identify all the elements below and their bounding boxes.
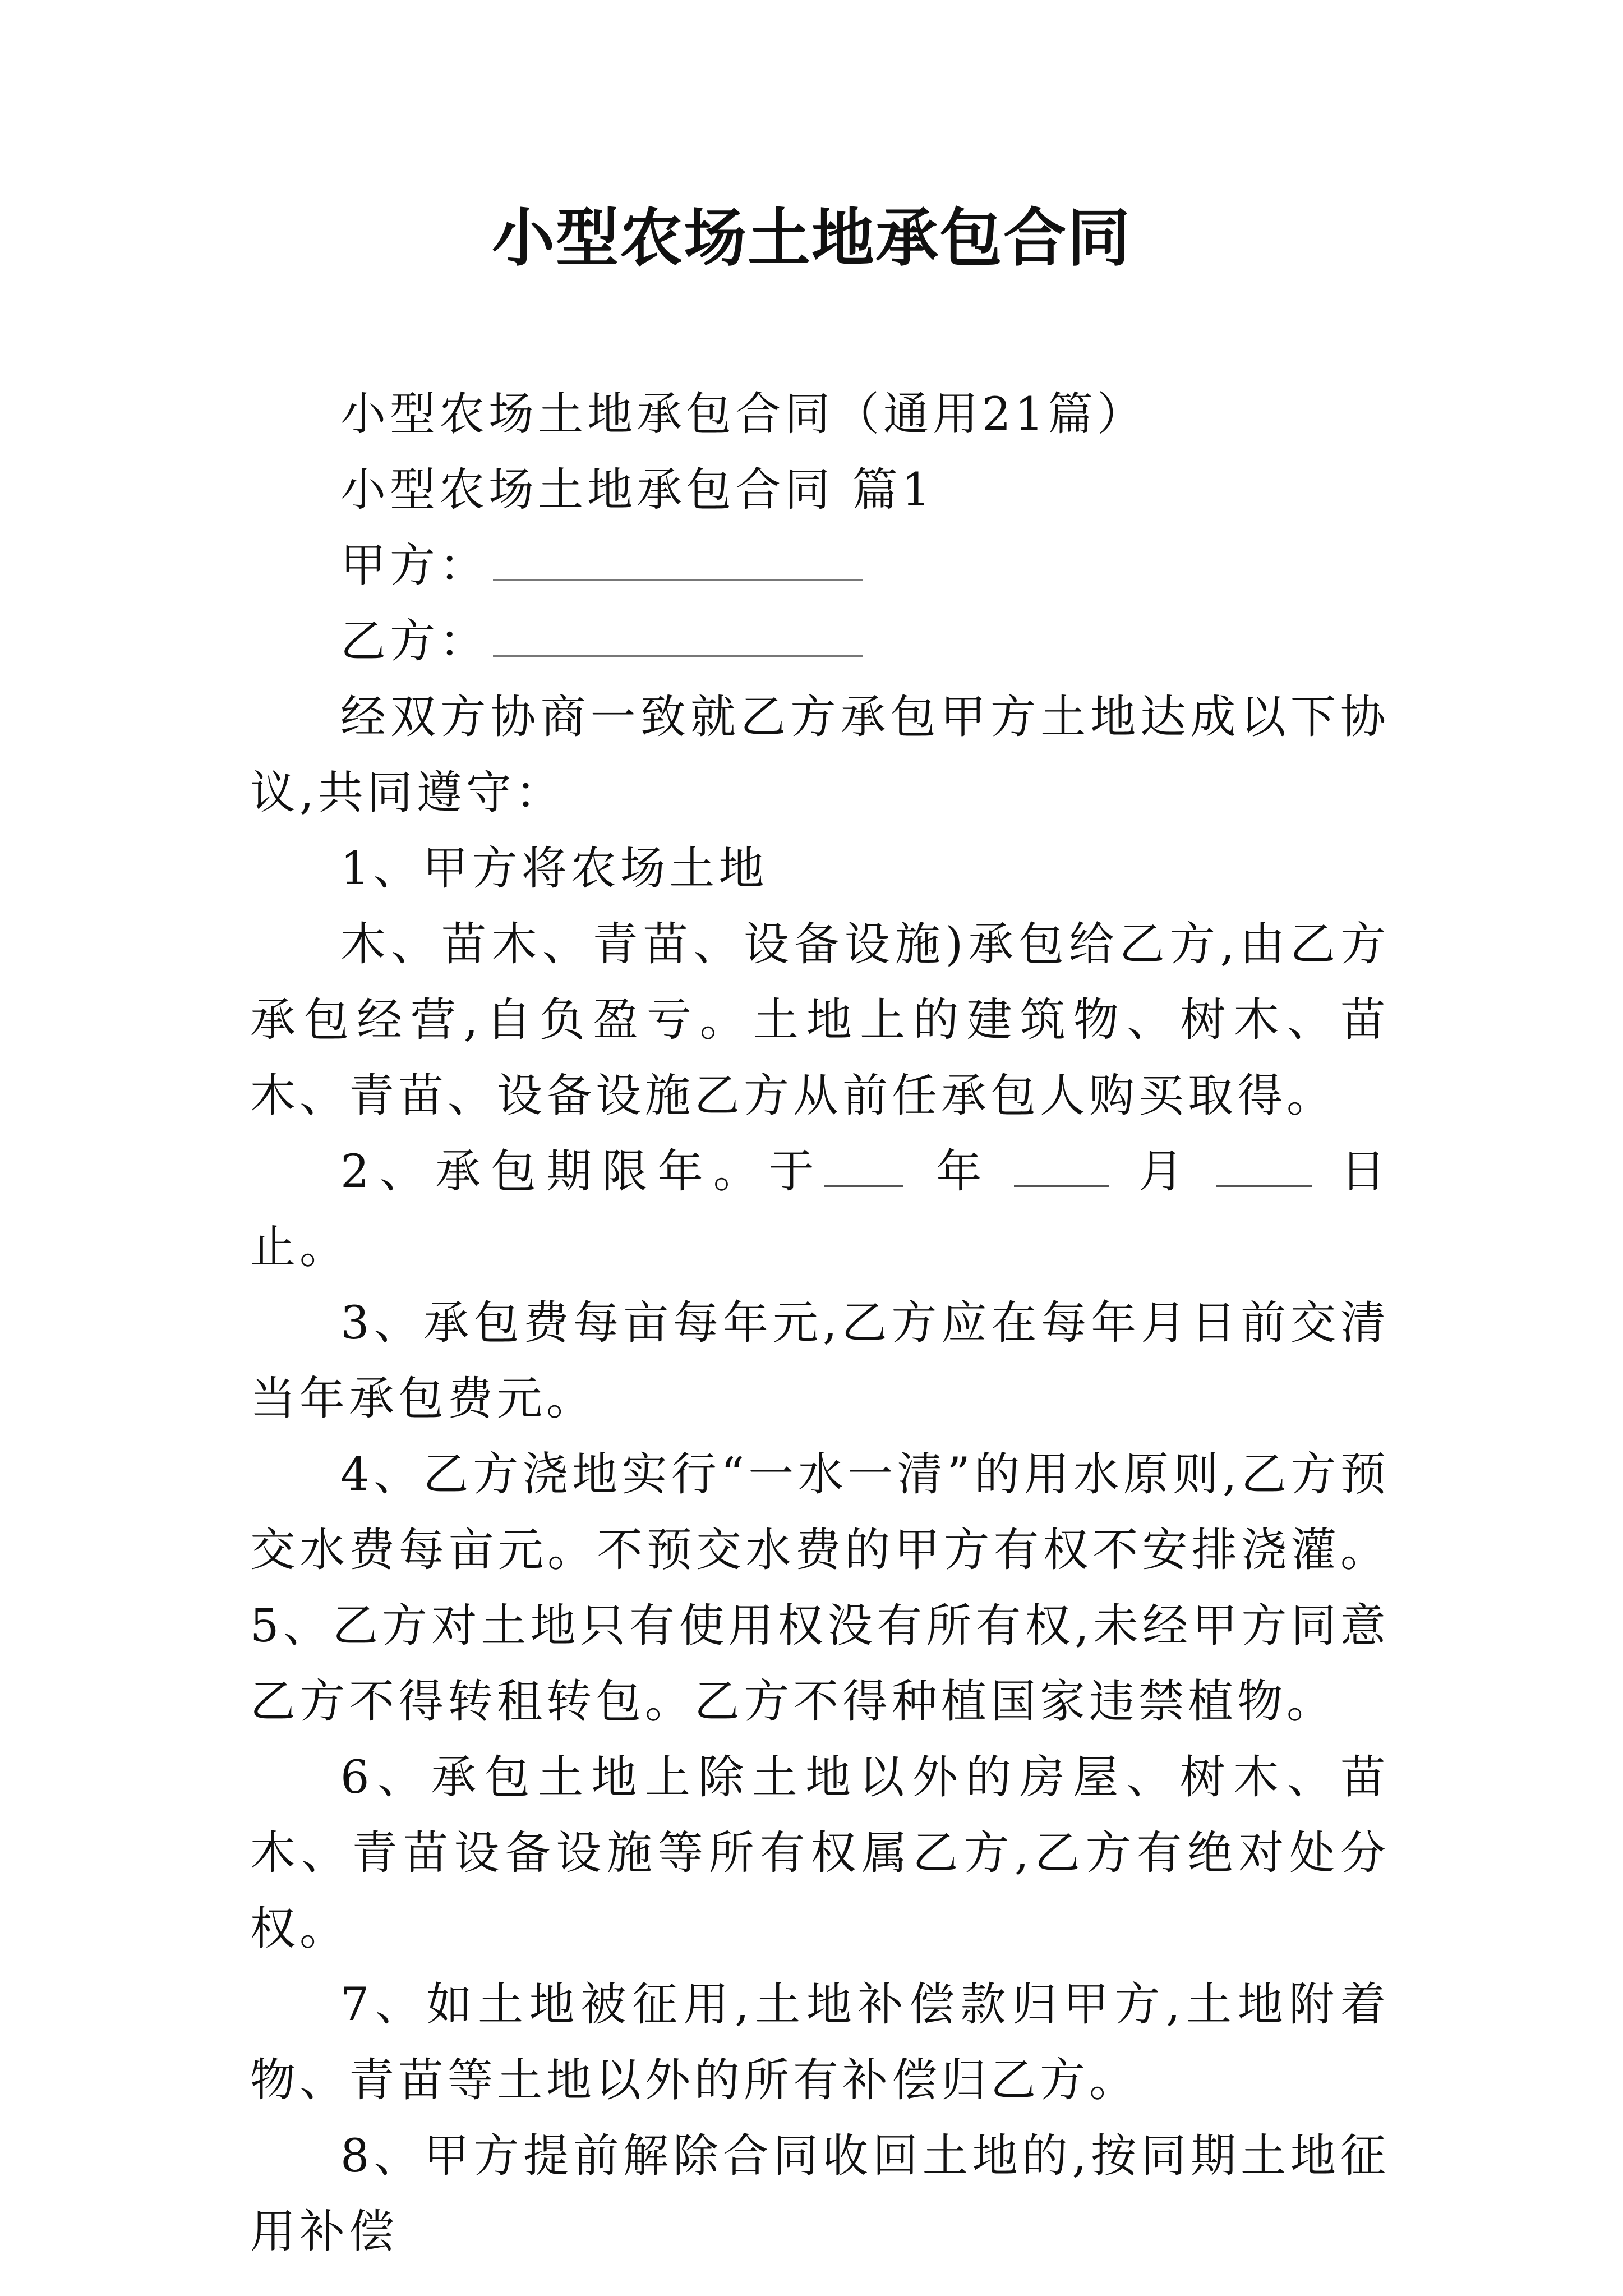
party-b-label: 乙方： (340, 615, 489, 668)
start-year-blank (824, 1154, 903, 1187)
party-a-line (250, 528, 1390, 604)
clause-8: 8、甲方提前解除合同收回土地的,按同期土地征用补偿 (250, 2130, 1390, 2258)
section-heading: 小型农场土地承包合同 篇1 (340, 464, 935, 517)
clause-2-year: 年 (930, 1145, 992, 1198)
document-body (250, 377, 1390, 2270)
day-blank (1216, 1154, 1312, 1187)
clause-7: 7、如土地被征用,土地补偿款归甲方,土地附着物、青苗等土地以外的所有补偿归乙方。 (250, 1978, 1390, 2107)
clause-1-body: 木、苗木、青苗、设备设施)承包给乙方,由乙方承包经营,自负盈亏。土地上的建筑物、树木、苗木、青苗、设备设施乙方从前任承包人购买取得。 (250, 918, 1390, 1122)
party-b-line (250, 604, 1390, 680)
clause-2 (250, 1134, 1390, 1286)
clause-2-month: 月 (1132, 1145, 1194, 1198)
month-blank (1014, 1154, 1109, 1187)
clause-2-prefix: 2、承包期限年。于 (340, 1145, 825, 1198)
document-subtitle: 小型农场土地承包合同（通用21篇） (340, 388, 1147, 441)
document-title: 小型农场土地承包合同 (492, 201, 1131, 275)
clause-6: 6、承包土地上除土地以外的房屋、树木、苗木、青苗设备设施等所有权属乙方,乙方有绝对处分权。 (250, 1751, 1390, 1955)
clause-3: 3、承包费每亩每年元,乙方应在每年月日前交清当年承包费元。 (250, 1297, 1390, 1425)
clause-4-5: 4、乙方浇地实行“一水一清”的用水原则,乙方预交水费每亩元。不预交水费的甲方有权不安排浇灌。5、乙方对土地只有使用权没有所有权,未经甲方同意乙方不得转租转包。乙方不得种植国家违禁植物。 (250, 1448, 1390, 1728)
party-a-blank (493, 548, 863, 581)
party-a-label: 甲方： (340, 540, 489, 592)
clause-2-day: 日止。 (250, 1145, 1390, 1274)
clause-1-heading: 1、甲方将农场土地 (340, 843, 768, 895)
intro-paragraph: 经双方协商一致就乙方承包甲方土地达成以下协议,共同遵守： (250, 691, 1390, 820)
party-b-blank (493, 624, 863, 657)
